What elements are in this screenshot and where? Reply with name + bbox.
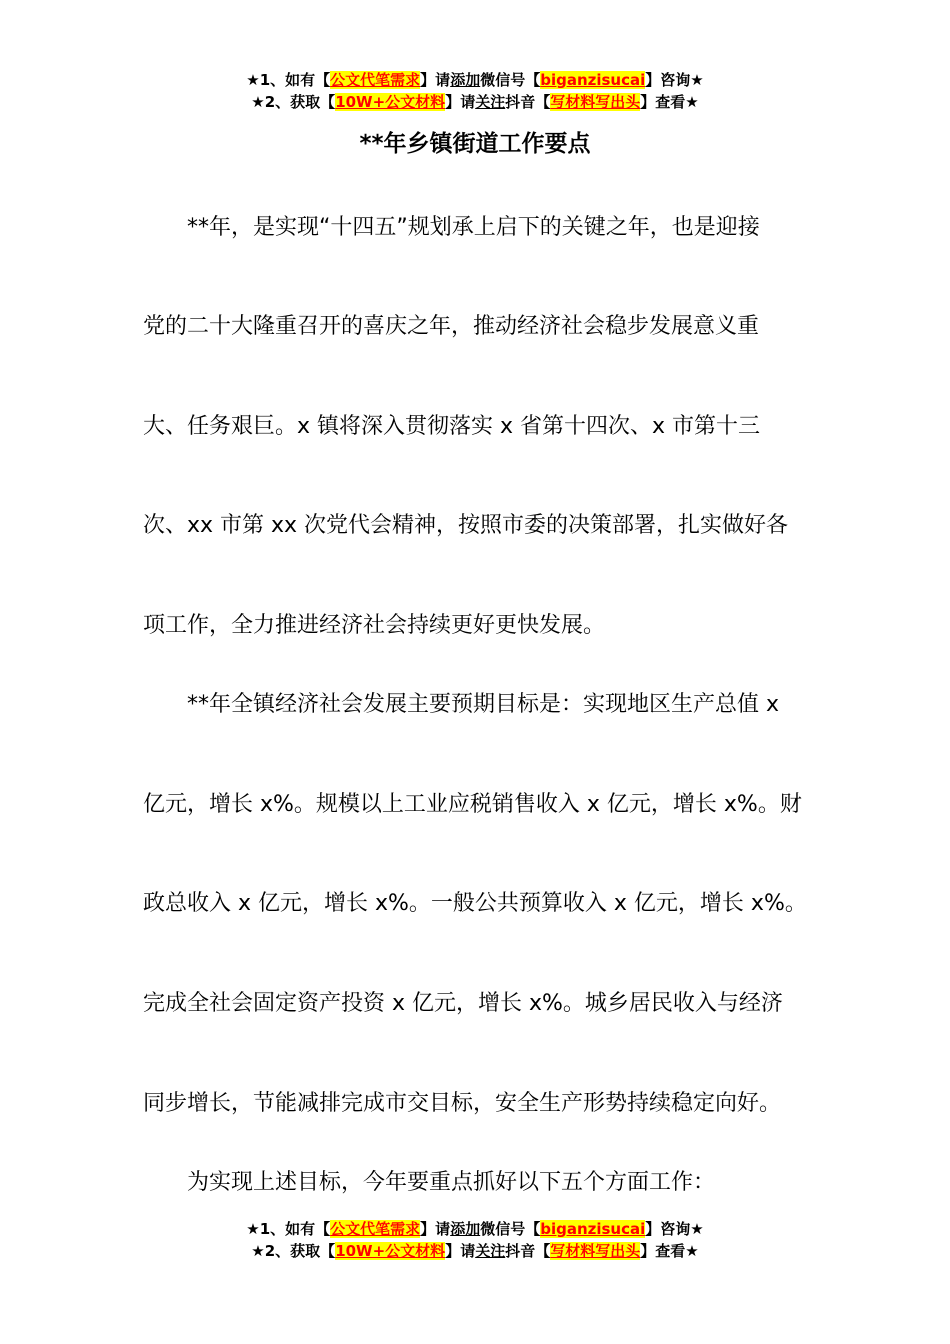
- promo-highlight: 写材料写出头: [550, 93, 641, 111]
- body-line: 亿元，增长 x%。规模以上工业应税销售收入 x 亿元，增长 x%。财: [143, 792, 802, 817]
- promo-highlight: 公文代笔需求: [330, 1220, 421, 1238]
- promo-text: ★2、获取【: [251, 93, 336, 111]
- promo-text: 抖音【: [505, 1242, 551, 1260]
- body-line: 次、xx 市第 xx 次党代会精神，按照市委的决策部署，扎实做好各: [143, 513, 789, 538]
- body-line: 完成全社会固定资产投资 x 亿元，增长 x%。城乡居民收入与经济: [143, 991, 783, 1016]
- promo-text: 】查看★: [640, 1242, 699, 1260]
- promo-underlined: 添加: [450, 1220, 481, 1238]
- promo-text: 】请: [445, 93, 476, 111]
- promo-underlined: 添加: [450, 71, 481, 89]
- promo-text: 微信号【: [480, 1220, 541, 1238]
- promo-highlight: 写材料写出头: [550, 1242, 641, 1260]
- promo-text: ★2、获取【: [251, 1242, 336, 1260]
- promo-text: 】请: [420, 1220, 451, 1238]
- promo-text: 】咨询★: [645, 1220, 704, 1238]
- promo-line-2: [0, 1240, 950, 1262]
- body-line: 政总收入 x 亿元，增长 x%。一般公共预算收入 x 亿元，增长 x%。: [143, 891, 807, 916]
- promo-line-2: [0, 91, 950, 113]
- body-line: 为实现上述目标，今年要重点抓好以下五个方面工作：: [143, 1170, 716, 1195]
- body-line: 同步增长，节能减排完成市交目标，安全生产形势持续稳定向好。: [143, 1091, 782, 1116]
- promo-text: 】查看★: [640, 93, 699, 111]
- promo-highlight: biganzisucai: [540, 1220, 646, 1238]
- promo-footer: [0, 1218, 950, 1262]
- promo-text: 】咨询★: [645, 71, 704, 89]
- promo-text: ★1、如有【: [246, 1220, 331, 1238]
- promo-text: 抖音【: [505, 93, 551, 111]
- body-line: **年，是实现“十四五”规划承上启下的关键之年，也是迎接: [143, 215, 760, 240]
- promo-highlight: biganzisucai: [540, 71, 646, 89]
- promo-highlight: 公文代笔需求: [330, 71, 421, 89]
- promo-underlined: 关注: [475, 93, 506, 111]
- body-line: **年全镇经济社会发展主要预期目标是：实现地区生产总值 x: [143, 692, 780, 717]
- promo-highlight: 10W+公文材料: [335, 1242, 446, 1260]
- body-line: 党的二十大隆重召开的喜庆之年，推动经济社会稳步发展意义重: [143, 314, 760, 339]
- document-title: **年乡镇街道工作要点: [359, 131, 591, 157]
- promo-text: 】请: [445, 1242, 476, 1260]
- promo-text: ★1、如有【: [246, 71, 331, 89]
- promo-line-1: [0, 1218, 950, 1240]
- promo-line-1: [0, 69, 950, 91]
- promo-text: 】请: [420, 71, 451, 89]
- body-line: 大、任务艰巨。x 镇将深入贯彻落实 x 省第十四次、x 市第十三: [143, 414, 761, 439]
- promo-underlined: 关注: [475, 1242, 506, 1260]
- promo-highlight: 10W+公文材料: [335, 93, 446, 111]
- body-line: 项工作，全力推进经济社会持续更好更快发展。: [143, 613, 606, 638]
- promo-text: 微信号【: [480, 71, 541, 89]
- promo-header: [0, 69, 950, 113]
